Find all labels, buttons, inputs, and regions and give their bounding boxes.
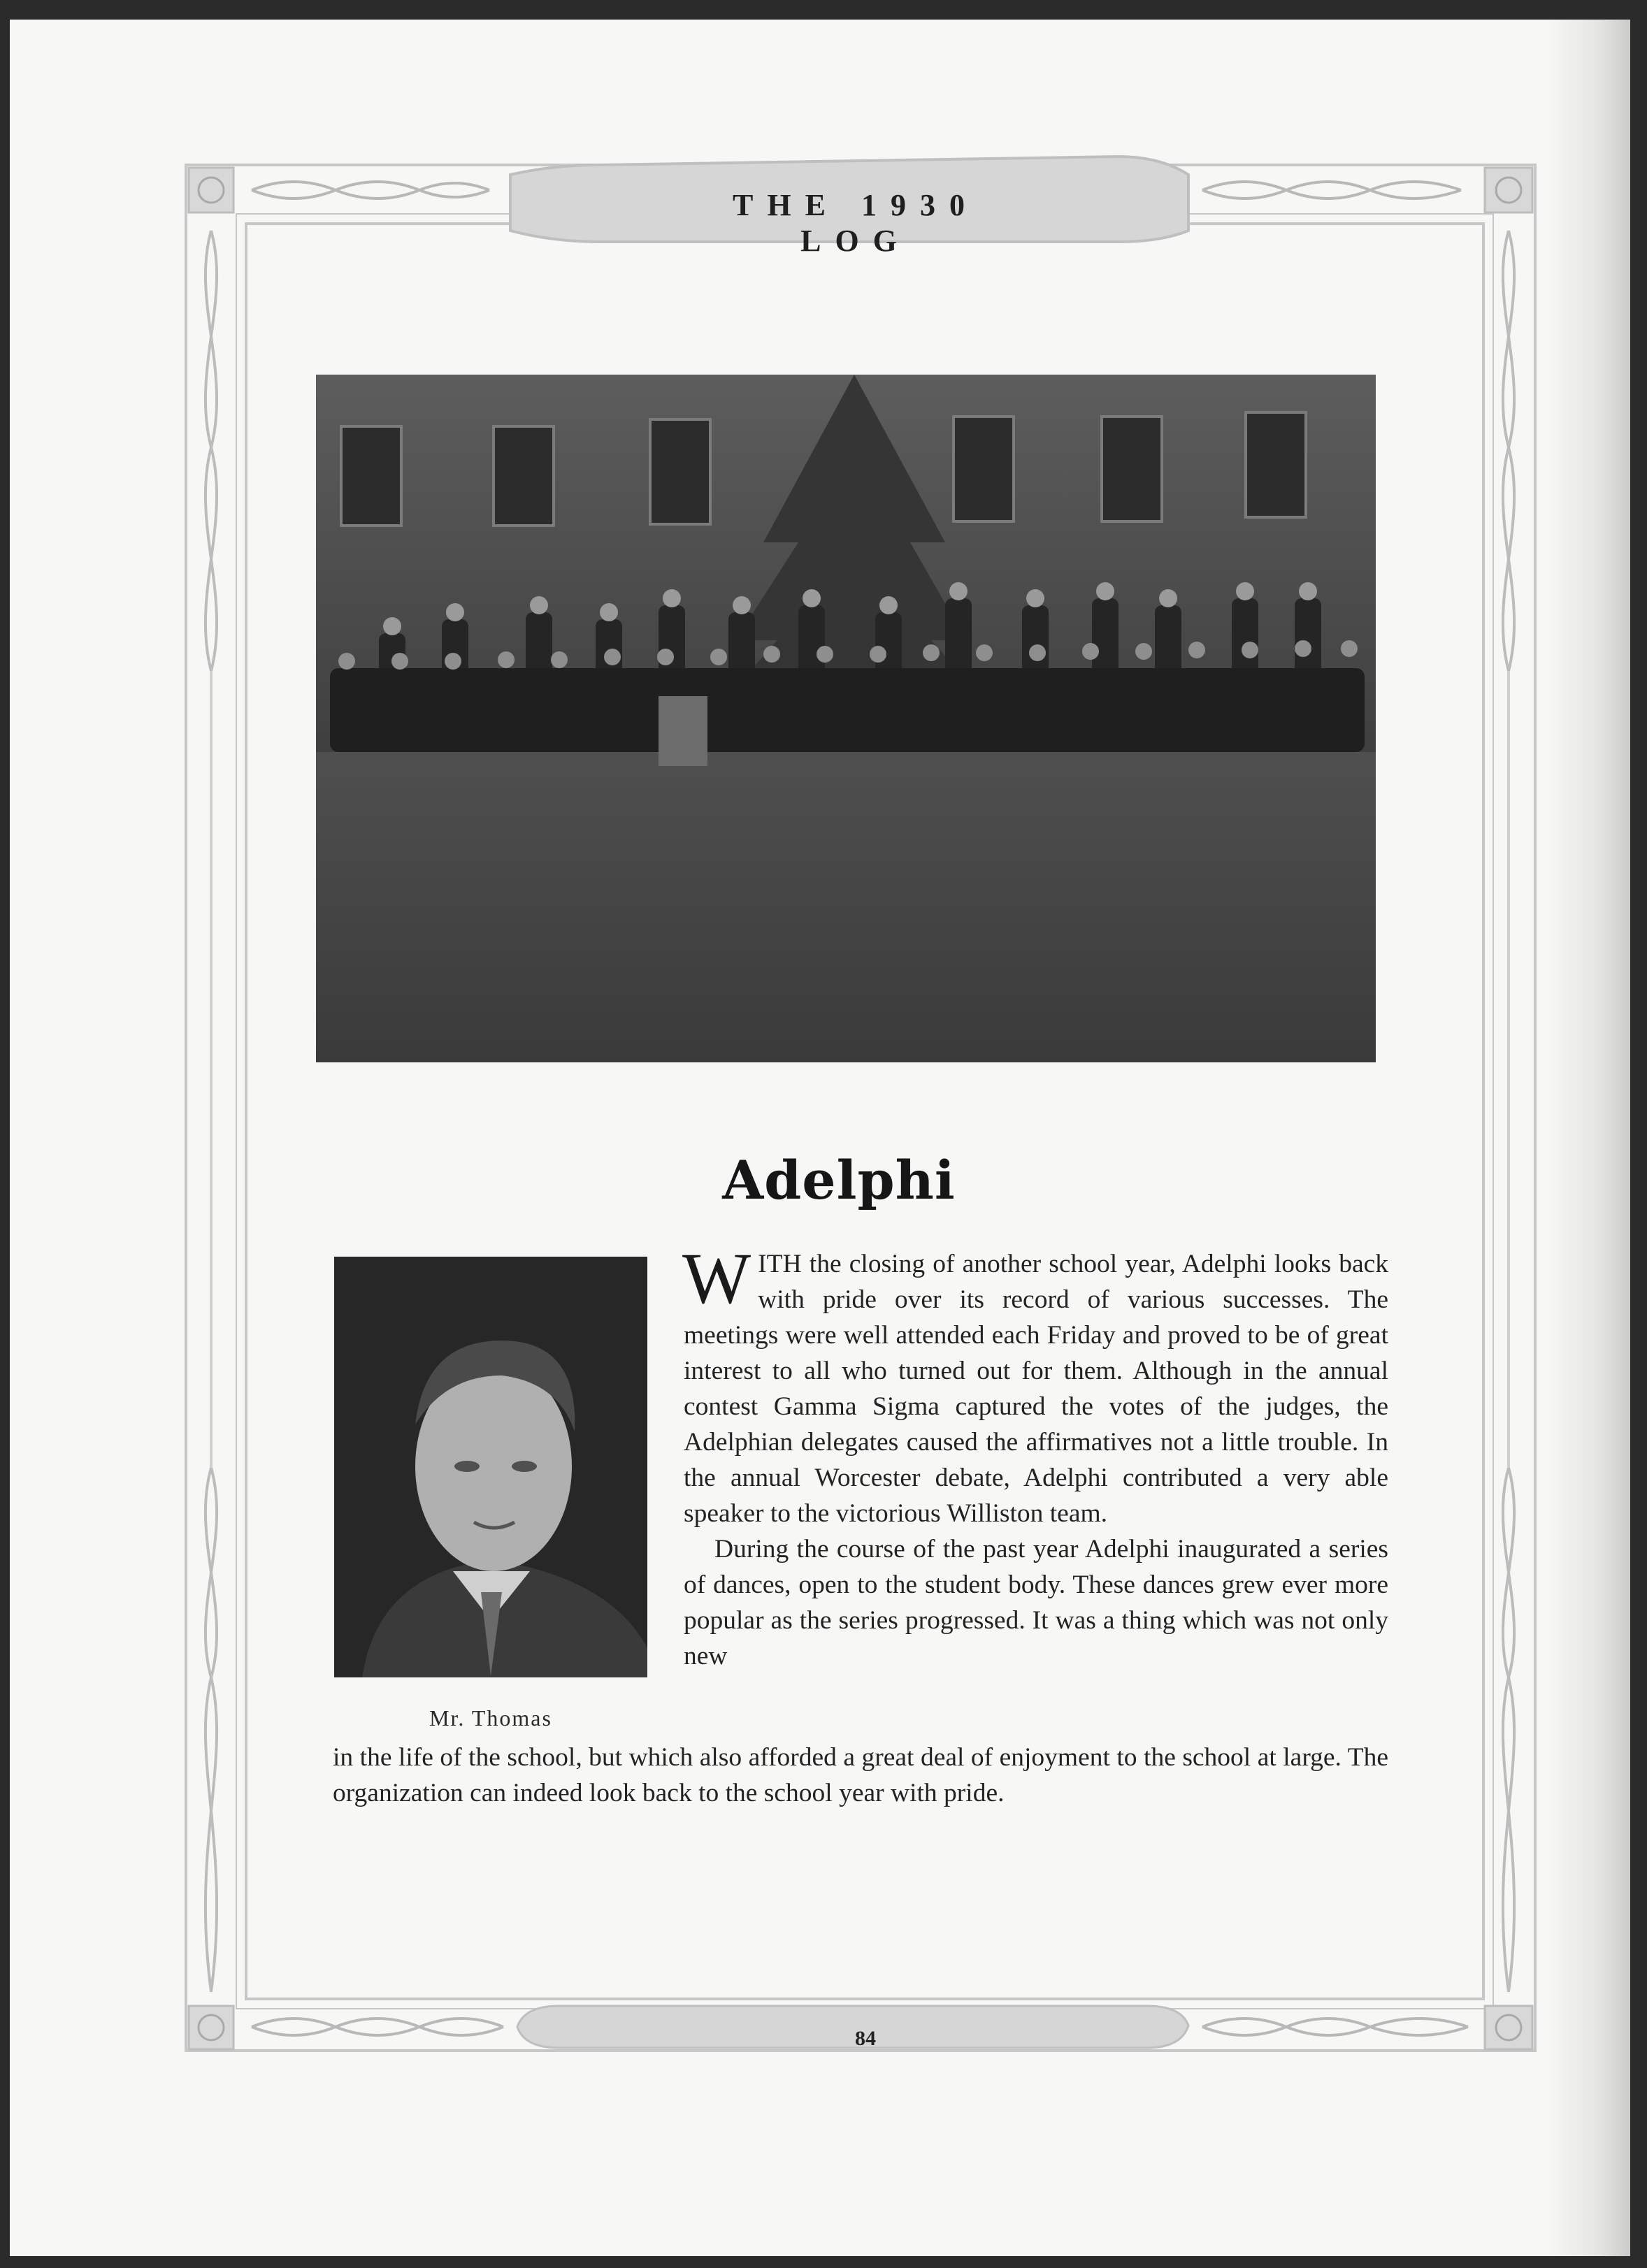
- page-number: 84: [855, 2027, 876, 2050]
- portrait-photo: [334, 1257, 647, 1677]
- article-paragraph-2: During the course of the past year Adelphi inaugurated a series of dances, open to the student body. These dances grew ever more popular as the series progressed. It was a thing which was not only new: [684, 1535, 1388, 1670]
- article-continuation: [333, 1740, 1388, 1811]
- article-column: [682, 1238, 1388, 1674]
- paragraph-1-text: ITH the closing of another school year, Adelphi looks back with pride over its record of various successes. The meetings were well attended each Friday and proved to be of great interest to all who turned out for them. Although in the annual contest Gamma Sigma captured the votes of the judges, the Adelphian delegates caused the affirmatives not a little trouble. In the annual Worcester debate, Adelphi contributed a very able speaker to the victorious Williston team.: [684, 1250, 1388, 1528]
- portrait-icon: [334, 1257, 647, 1677]
- article-paragraph-1: [682, 1238, 1388, 1531]
- group-photo-icon: [316, 375, 1376, 1062]
- portrait-caption: [334, 1705, 647, 1731]
- caption-name: Thomas: [471, 1705, 552, 1731]
- running-head: THE 1930 LOG: [733, 188, 979, 258]
- section-heading: Adelphi: [722, 1149, 956, 1211]
- drop-cap: W: [682, 1238, 751, 1319]
- group-photo: [316, 375, 1376, 1062]
- caption-prefix: Mr.: [429, 1705, 466, 1731]
- paragraph-2-continuation: in the life of the school, but which also afforded a great deal of enjoyment to the school at large. The organization can indeed look back to the school year with pride.: [333, 1743, 1388, 1807]
